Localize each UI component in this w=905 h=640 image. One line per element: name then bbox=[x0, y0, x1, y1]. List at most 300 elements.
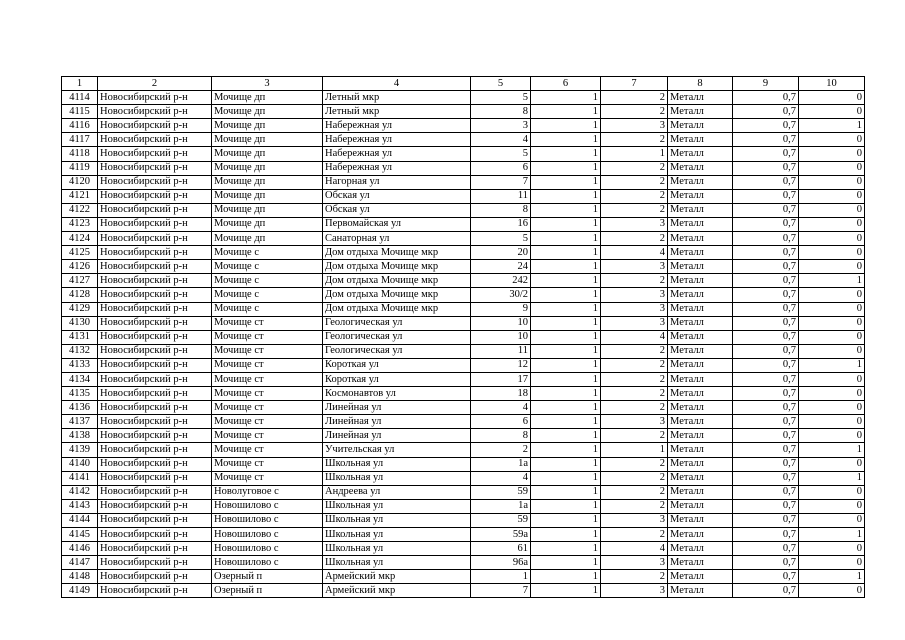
row-number-cell: 4144 bbox=[62, 513, 98, 527]
row-number-cell: 4135 bbox=[62, 387, 98, 401]
material-cell: Металл bbox=[668, 499, 733, 513]
district-cell: Новосибирский р-н bbox=[98, 189, 212, 203]
col9-cell: 0,7 bbox=[733, 246, 799, 260]
col9-cell: 0,7 bbox=[733, 570, 799, 584]
house-cell: 59 bbox=[471, 485, 531, 499]
settlement-cell: Мочище дп bbox=[212, 203, 323, 217]
street-cell: Линейная ул bbox=[323, 429, 471, 443]
col7-cell: 3 bbox=[601, 316, 668, 330]
table-row bbox=[62, 203, 865, 217]
col9-cell: 0,7 bbox=[733, 344, 799, 358]
settlement-cell: Мочище дп bbox=[212, 105, 323, 119]
col7-cell: 4 bbox=[601, 330, 668, 344]
table-row bbox=[62, 147, 865, 161]
street-cell: Дом отдыха Мочище мкр bbox=[323, 302, 471, 316]
table-row bbox=[62, 584, 865, 598]
col6-cell: 1 bbox=[531, 91, 601, 105]
row-number-cell: 4125 bbox=[62, 246, 98, 260]
settlement-cell: Мочище ст bbox=[212, 330, 323, 344]
col6-cell: 1 bbox=[531, 274, 601, 288]
street-cell: Дом отдыха Мочище мкр bbox=[323, 260, 471, 274]
col6-cell: 1 bbox=[531, 344, 601, 358]
settlement-cell: Мочище дп bbox=[212, 189, 323, 203]
material-cell: Металл bbox=[668, 302, 733, 316]
table-row bbox=[62, 344, 865, 358]
material-cell: Металл bbox=[668, 217, 733, 231]
street-cell: Дом отдыха Мочище мкр bbox=[323, 288, 471, 302]
district-cell: Новосибирский р-н bbox=[98, 232, 212, 246]
street-cell: Обская ул bbox=[323, 203, 471, 217]
col6-cell: 1 bbox=[531, 542, 601, 556]
material-cell: Металл bbox=[668, 288, 733, 302]
settlement-cell: Мочище ст bbox=[212, 429, 323, 443]
settlement-cell: Мочище ст bbox=[212, 358, 323, 372]
house-cell: 4 bbox=[471, 401, 531, 415]
table-row bbox=[62, 133, 865, 147]
col10-cell: 1 bbox=[799, 528, 865, 542]
col7-cell: 3 bbox=[601, 513, 668, 527]
col6-cell: 1 bbox=[531, 147, 601, 161]
col6-cell: 1 bbox=[531, 570, 601, 584]
col10-cell: 0 bbox=[799, 415, 865, 429]
col7-cell: 2 bbox=[601, 189, 668, 203]
col7-cell: 2 bbox=[601, 387, 668, 401]
row-number-cell: 4129 bbox=[62, 302, 98, 316]
street-cell: Геологическая ул bbox=[323, 330, 471, 344]
settlement-cell: Мочище ст bbox=[212, 372, 323, 386]
column-header: 8 bbox=[668, 77, 733, 91]
row-number-cell: 4139 bbox=[62, 443, 98, 457]
table-row bbox=[62, 105, 865, 119]
street-cell: Первомайская ул bbox=[323, 217, 471, 231]
column-header: 2 bbox=[98, 77, 212, 91]
col9-cell: 0,7 bbox=[733, 584, 799, 598]
material-cell: Металл bbox=[668, 232, 733, 246]
material-cell: Металл bbox=[668, 556, 733, 570]
house-cell: 7 bbox=[471, 175, 531, 189]
row-number-cell: 4132 bbox=[62, 344, 98, 358]
col10-cell: 0 bbox=[799, 316, 865, 330]
row-number-cell: 4138 bbox=[62, 429, 98, 443]
house-cell: 8 bbox=[471, 105, 531, 119]
col9-cell: 0,7 bbox=[733, 513, 799, 527]
material-cell: Металл bbox=[668, 471, 733, 485]
col6-cell: 1 bbox=[531, 372, 601, 386]
col6-cell: 1 bbox=[531, 316, 601, 330]
table-row bbox=[62, 119, 865, 133]
street-cell: Линейная ул bbox=[323, 415, 471, 429]
col9-cell: 0,7 bbox=[733, 528, 799, 542]
col7-cell: 2 bbox=[601, 358, 668, 372]
settlement-cell: Новошилово с bbox=[212, 513, 323, 527]
settlement-cell: Мочище дп bbox=[212, 175, 323, 189]
col6-cell: 1 bbox=[531, 443, 601, 457]
col6-cell: 1 bbox=[531, 429, 601, 443]
col6-cell: 1 bbox=[531, 246, 601, 260]
col10-cell: 1 bbox=[799, 119, 865, 133]
district-cell: Новосибирский р-н bbox=[98, 401, 212, 415]
row-number-cell: 4137 bbox=[62, 415, 98, 429]
settlement-cell: Мочище дп bbox=[212, 217, 323, 231]
street-cell: Летный мкр bbox=[323, 105, 471, 119]
col10-cell: 1 bbox=[799, 443, 865, 457]
col10-cell: 0 bbox=[799, 161, 865, 175]
material-cell: Металл bbox=[668, 485, 733, 499]
settlement-cell: Мочище ст bbox=[212, 471, 323, 485]
col7-cell: 2 bbox=[601, 232, 668, 246]
col9-cell: 0,7 bbox=[733, 429, 799, 443]
district-cell: Новосибирский р-н bbox=[98, 175, 212, 189]
col6-cell: 1 bbox=[531, 133, 601, 147]
house-cell: 5 bbox=[471, 91, 531, 105]
district-cell: Новосибирский р-н bbox=[98, 471, 212, 485]
col7-cell: 3 bbox=[601, 302, 668, 316]
house-cell: 4 bbox=[471, 133, 531, 147]
col7-cell: 2 bbox=[601, 528, 668, 542]
registry-table bbox=[61, 76, 865, 598]
col10-cell: 0 bbox=[799, 513, 865, 527]
col9-cell: 0,7 bbox=[733, 316, 799, 330]
col6-cell: 1 bbox=[531, 499, 601, 513]
table-row bbox=[62, 274, 865, 288]
settlement-cell: Мочище с bbox=[212, 246, 323, 260]
settlement-cell: Новошилово с bbox=[212, 542, 323, 556]
row-number-cell: 4117 bbox=[62, 133, 98, 147]
house-cell: 1а bbox=[471, 499, 531, 513]
col10-cell: 0 bbox=[799, 457, 865, 471]
col9-cell: 0,7 bbox=[733, 175, 799, 189]
district-cell: Новосибирский р-н bbox=[98, 415, 212, 429]
settlement-cell: Новолуговое с bbox=[212, 485, 323, 499]
col9-cell: 0,7 bbox=[733, 358, 799, 372]
settlement-cell: Мочище ст bbox=[212, 316, 323, 330]
col9-cell: 0,7 bbox=[733, 415, 799, 429]
district-cell: Новосибирский р-н bbox=[98, 358, 212, 372]
col7-cell: 2 bbox=[601, 203, 668, 217]
col9-cell: 0,7 bbox=[733, 274, 799, 288]
row-number-cell: 4122 bbox=[62, 203, 98, 217]
col10-cell: 0 bbox=[799, 232, 865, 246]
district-cell: Новосибирский р-н bbox=[98, 217, 212, 231]
col7-cell: 3 bbox=[601, 415, 668, 429]
table-row bbox=[62, 246, 865, 260]
col6-cell: 1 bbox=[531, 457, 601, 471]
settlement-cell: Новошилово с bbox=[212, 499, 323, 513]
col9-cell: 0,7 bbox=[733, 260, 799, 274]
col10-cell: 0 bbox=[799, 288, 865, 302]
row-number-cell: 4134 bbox=[62, 372, 98, 386]
house-cell: 11 bbox=[471, 344, 531, 358]
column-header: 6 bbox=[531, 77, 601, 91]
district-cell: Новосибирский р-н bbox=[98, 344, 212, 358]
material-cell: Металл bbox=[668, 584, 733, 598]
col10-cell: 1 bbox=[799, 471, 865, 485]
col7-cell: 3 bbox=[601, 260, 668, 274]
col7-cell: 3 bbox=[601, 288, 668, 302]
col10-cell: 0 bbox=[799, 105, 865, 119]
col9-cell: 0,7 bbox=[733, 133, 799, 147]
col9-cell: 0,7 bbox=[733, 443, 799, 457]
street-cell: Космонавтов ул bbox=[323, 387, 471, 401]
table-row bbox=[62, 556, 865, 570]
settlement-cell: Озерный п bbox=[212, 570, 323, 584]
table-row bbox=[62, 443, 865, 457]
street-cell: Короткая ул bbox=[323, 358, 471, 372]
district-cell: Новосибирский р-н bbox=[98, 429, 212, 443]
material-cell: Металл bbox=[668, 344, 733, 358]
col6-cell: 1 bbox=[531, 203, 601, 217]
column-header: 3 bbox=[212, 77, 323, 91]
district-cell: Новосибирский р-н bbox=[98, 330, 212, 344]
row-number-cell: 4121 bbox=[62, 189, 98, 203]
row-number-cell: 4146 bbox=[62, 542, 98, 556]
col7-cell: 3 bbox=[601, 119, 668, 133]
street-cell: Учительская ул bbox=[323, 443, 471, 457]
col10-cell: 0 bbox=[799, 401, 865, 415]
col10-cell: 0 bbox=[799, 147, 865, 161]
table-row bbox=[62, 570, 865, 584]
material-cell: Металл bbox=[668, 147, 733, 161]
col6-cell: 1 bbox=[531, 119, 601, 133]
street-cell: Линейная ул bbox=[323, 401, 471, 415]
street-cell: Дом отдыха Мочище мкр bbox=[323, 246, 471, 260]
street-cell: Школьная ул bbox=[323, 457, 471, 471]
house-cell: 10 bbox=[471, 316, 531, 330]
material-cell: Металл bbox=[668, 189, 733, 203]
house-cell: 8 bbox=[471, 429, 531, 443]
settlement-cell: Мочище ст bbox=[212, 344, 323, 358]
district-cell: Новосибирский р-н bbox=[98, 457, 212, 471]
table-row bbox=[62, 372, 865, 386]
table-row bbox=[62, 189, 865, 203]
row-number-cell: 4120 bbox=[62, 175, 98, 189]
street-cell: Геологическая ул bbox=[323, 316, 471, 330]
col6-cell: 1 bbox=[531, 105, 601, 119]
material-cell: Металл bbox=[668, 570, 733, 584]
row-number-cell: 4136 bbox=[62, 401, 98, 415]
table-body bbox=[62, 91, 865, 598]
house-cell: 59а bbox=[471, 528, 531, 542]
material-cell: Металл bbox=[668, 513, 733, 527]
col6-cell: 1 bbox=[531, 288, 601, 302]
table-row bbox=[62, 330, 865, 344]
col9-cell: 0,7 bbox=[733, 556, 799, 570]
street-cell: Школьная ул bbox=[323, 528, 471, 542]
table-row bbox=[62, 217, 865, 231]
row-number-cell: 4149 bbox=[62, 584, 98, 598]
col6-cell: 1 bbox=[531, 471, 601, 485]
street-cell: Обская ул bbox=[323, 189, 471, 203]
table-row bbox=[62, 499, 865, 513]
district-cell: Новосибирский р-н bbox=[98, 91, 212, 105]
col9-cell: 0,7 bbox=[733, 372, 799, 386]
district-cell: Новосибирский р-н bbox=[98, 513, 212, 527]
column-header: 7 bbox=[601, 77, 668, 91]
row-number-cell: 4127 bbox=[62, 274, 98, 288]
table-row bbox=[62, 415, 865, 429]
material-cell: Металл bbox=[668, 119, 733, 133]
house-cell: 1а bbox=[471, 457, 531, 471]
col9-cell: 0,7 bbox=[733, 147, 799, 161]
row-number-cell: 4123 bbox=[62, 217, 98, 231]
col6-cell: 1 bbox=[531, 161, 601, 175]
material-cell: Металл bbox=[668, 415, 733, 429]
district-cell: Новосибирский р-н bbox=[98, 161, 212, 175]
street-cell: Армейский мкр bbox=[323, 570, 471, 584]
col7-cell: 1 bbox=[601, 443, 668, 457]
col9-cell: 0,7 bbox=[733, 203, 799, 217]
district-cell: Новосибирский р-н bbox=[98, 499, 212, 513]
house-cell: 12 bbox=[471, 358, 531, 372]
col9-cell: 0,7 bbox=[733, 457, 799, 471]
col7-cell: 2 bbox=[601, 133, 668, 147]
col7-cell: 4 bbox=[601, 246, 668, 260]
col6-cell: 1 bbox=[531, 330, 601, 344]
house-cell: 6 bbox=[471, 415, 531, 429]
table-header-row bbox=[62, 77, 865, 91]
col10-cell: 0 bbox=[799, 246, 865, 260]
col7-cell: 2 bbox=[601, 429, 668, 443]
house-cell: 5 bbox=[471, 232, 531, 246]
col9-cell: 0,7 bbox=[733, 330, 799, 344]
table-row bbox=[62, 485, 865, 499]
district-cell: Новосибирский р-н bbox=[98, 147, 212, 161]
col9-cell: 0,7 bbox=[733, 302, 799, 316]
district-cell: Новосибирский р-н bbox=[98, 584, 212, 598]
material-cell: Металл bbox=[668, 542, 733, 556]
table-row bbox=[62, 316, 865, 330]
street-cell: Набережная ул bbox=[323, 147, 471, 161]
row-number-cell: 4119 bbox=[62, 161, 98, 175]
house-cell: 18 bbox=[471, 387, 531, 401]
settlement-cell: Мочище ст bbox=[212, 443, 323, 457]
house-cell: 2 bbox=[471, 443, 531, 457]
col10-cell: 1 bbox=[799, 358, 865, 372]
house-cell: 20 bbox=[471, 246, 531, 260]
material-cell: Металл bbox=[668, 91, 733, 105]
col6-cell: 1 bbox=[531, 232, 601, 246]
district-cell: Новосибирский р-н bbox=[98, 260, 212, 274]
col10-cell: 0 bbox=[799, 499, 865, 513]
col6-cell: 1 bbox=[531, 401, 601, 415]
col10-cell: 0 bbox=[799, 203, 865, 217]
col10-cell: 0 bbox=[799, 429, 865, 443]
col9-cell: 0,7 bbox=[733, 401, 799, 415]
street-cell: Короткая ул bbox=[323, 372, 471, 386]
row-number-cell: 4147 bbox=[62, 556, 98, 570]
col9-cell: 0,7 bbox=[733, 217, 799, 231]
col6-cell: 1 bbox=[531, 358, 601, 372]
table-row bbox=[62, 161, 865, 175]
column-header: 5 bbox=[471, 77, 531, 91]
row-number-cell: 4126 bbox=[62, 260, 98, 274]
street-cell: Летный мкр bbox=[323, 91, 471, 105]
table-row bbox=[62, 471, 865, 485]
row-number-cell: 4128 bbox=[62, 288, 98, 302]
material-cell: Металл bbox=[668, 330, 733, 344]
material-cell: Металл bbox=[668, 372, 733, 386]
district-cell: Новосибирский р-н bbox=[98, 542, 212, 556]
col10-cell: 0 bbox=[799, 584, 865, 598]
table-row bbox=[62, 302, 865, 316]
col9-cell: 0,7 bbox=[733, 387, 799, 401]
col7-cell: 4 bbox=[601, 542, 668, 556]
table-row bbox=[62, 401, 865, 415]
material-cell: Металл bbox=[668, 260, 733, 274]
material-cell: Металл bbox=[668, 358, 733, 372]
street-cell: Школьная ул bbox=[323, 499, 471, 513]
col7-cell: 2 bbox=[601, 161, 668, 175]
col6-cell: 1 bbox=[531, 302, 601, 316]
col7-cell: 2 bbox=[601, 457, 668, 471]
material-cell: Металл bbox=[668, 316, 733, 330]
street-cell: Санаторная ул bbox=[323, 232, 471, 246]
house-cell: 16 bbox=[471, 217, 531, 231]
settlement-cell: Новошилово с bbox=[212, 556, 323, 570]
material-cell: Металл bbox=[668, 528, 733, 542]
col6-cell: 1 bbox=[531, 387, 601, 401]
settlement-cell: Мочище ст bbox=[212, 457, 323, 471]
col7-cell: 3 bbox=[601, 556, 668, 570]
col7-cell: 2 bbox=[601, 485, 668, 499]
street-cell: Набережная ул bbox=[323, 161, 471, 175]
col9-cell: 0,7 bbox=[733, 189, 799, 203]
column-header: 4 bbox=[323, 77, 471, 91]
col9-cell: 0,7 bbox=[733, 499, 799, 513]
house-cell: 24 bbox=[471, 260, 531, 274]
house-cell: 6 bbox=[471, 161, 531, 175]
table-row bbox=[62, 175, 865, 189]
col10-cell: 1 bbox=[799, 274, 865, 288]
settlement-cell: Мочище с bbox=[212, 274, 323, 288]
street-cell: Нагорная ул bbox=[323, 175, 471, 189]
col9-cell: 0,7 bbox=[733, 119, 799, 133]
district-cell: Новосибирский р-н bbox=[98, 105, 212, 119]
row-number-cell: 4131 bbox=[62, 330, 98, 344]
column-header: 10 bbox=[799, 77, 865, 91]
district-cell: Новосибирский р-н bbox=[98, 203, 212, 217]
material-cell: Металл bbox=[668, 387, 733, 401]
col7-cell: 2 bbox=[601, 91, 668, 105]
col9-cell: 0,7 bbox=[733, 91, 799, 105]
row-number-cell: 4133 bbox=[62, 358, 98, 372]
settlement-cell: Мочище с bbox=[212, 288, 323, 302]
col10-cell: 0 bbox=[799, 133, 865, 147]
col10-cell: 0 bbox=[799, 344, 865, 358]
settlement-cell: Мочище дп bbox=[212, 133, 323, 147]
material-cell: Металл bbox=[668, 429, 733, 443]
street-cell: Школьная ул bbox=[323, 556, 471, 570]
row-number-cell: 4141 bbox=[62, 471, 98, 485]
col6-cell: 1 bbox=[531, 485, 601, 499]
material-cell: Металл bbox=[668, 401, 733, 415]
settlement-cell: Мочище ст bbox=[212, 401, 323, 415]
row-number-cell: 4118 bbox=[62, 147, 98, 161]
col9-cell: 0,7 bbox=[733, 485, 799, 499]
col7-cell: 2 bbox=[601, 570, 668, 584]
col9-cell: 0,7 bbox=[733, 288, 799, 302]
house-cell: 17 bbox=[471, 372, 531, 386]
row-number-cell: 4140 bbox=[62, 457, 98, 471]
row-number-cell: 4130 bbox=[62, 316, 98, 330]
col10-cell: 0 bbox=[799, 302, 865, 316]
street-cell: Андреева ул bbox=[323, 485, 471, 499]
street-cell: Дом отдыха Мочище мкр bbox=[323, 274, 471, 288]
street-cell: Армейский мкр bbox=[323, 584, 471, 598]
district-cell: Новосибирский р-н bbox=[98, 556, 212, 570]
col7-cell: 2 bbox=[601, 274, 668, 288]
table-row bbox=[62, 429, 865, 443]
